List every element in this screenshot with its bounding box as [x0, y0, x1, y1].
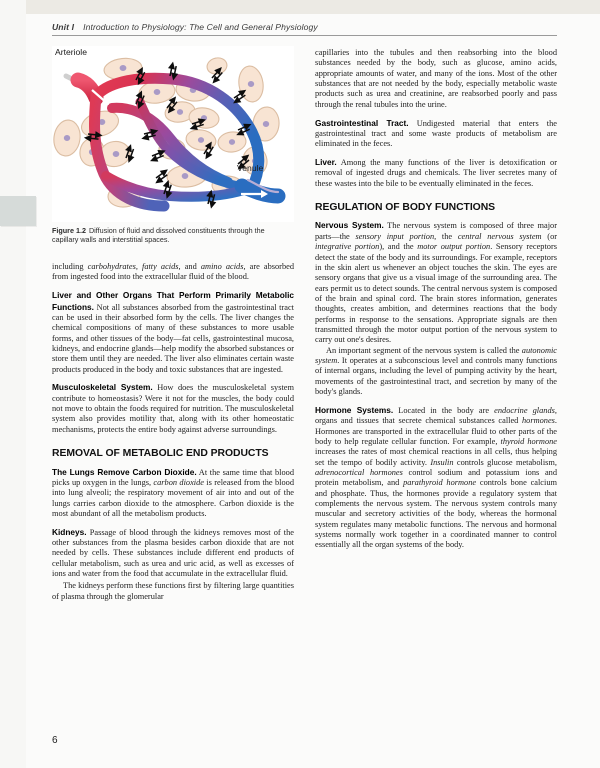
paragraph-nervous-system: [315, 220, 557, 345]
header-divider: [52, 35, 557, 36]
section-heading-regulation-of-body-functions: REGULATION OF BODY FUNCTIONS: [315, 202, 496, 214]
run-in-head-kidneys: Kidneys.: [52, 526, 87, 537]
edge-thumb-tab: [0, 196, 36, 226]
running-head: [52, 22, 557, 32]
run-in-head-musculoskeletal: Musculoskeletal System.: [52, 382, 153, 393]
figure-caption: [52, 226, 290, 244]
paragraph-lungs-carbon-dioxide: [52, 467, 294, 520]
figure-caption-text: Diffusion of fluid and dissolved constituents through the capillary walls and interstitial spaces.: [52, 226, 265, 245]
figure-1-2: [52, 46, 294, 244]
paragraph-kidneys-filtering: The kidneys perform these functions first by filtering large quantities of plasma through the glomerular: [52, 581, 294, 601]
paragraph-musculoskeletal: [52, 382, 294, 435]
paragraph-kidneys: [52, 527, 294, 580]
run-in-head-hormone-systems: Hormone Systems.: [315, 404, 394, 415]
paragraph-capillaries-continuation: capillaries into the tubules and then reabsorbing into the blood substances needed by the body, such as glucose, amino acids, appropriate amounts of water, and many of the ions. Most of the other substances that are not needed by the body, especially metabolic waste products such as urea and creatinine, are reabsorbed poorly and pass through the renal tubules into the urine.: [315, 48, 557, 109]
paragraph-hormone-systems-body: Located in the body are endocrine glands, organs and tissues that secrete chemical substances called hormones. Hormones are transported in the extracellular fluid to other parts of the body to help regulate cellular function. For example, thyroid hormone increases the rates of most chemical reactions in all cells, thus helping set the tempo of bodily activity. Insulin controls glucose metabolism, adrenocortical hormones control sodium and potassium ions and protein metabolism, and parathyroid hormone controls bone calcium and phosphate. Thus, the hormones provide a regulatory system that complements the nervous system. The nervous system controls many muscular and secretory activities of the body, whereas the hormonal system regulates many metabolic functions. The nervous and hormonal systems normally work together in a coordinated manner to control essentially all the organ systems of the body.: [315, 405, 557, 550]
paragraph-carbohydrates-continuation: including carbohydrates, fatty acids, and amino acids, are absorbed from ingested food into the extracellular fluid of the blood.: [52, 262, 295, 282]
paragraph-liver-detox: [315, 157, 557, 189]
paragraph-liver-detox-body: Among the many functions of the liver is detoxification or removal of ingested drugs and chemicals. The liver secretes many of these wastes into the bile to be eventually eliminated in the feces.: [315, 158, 557, 188]
paragraph-liver-metabolic-body: Not all substances absorbed from the gastrointestinal tract can be used in their absorbed form by the cells. The liver changes the chemical compositions of many of these substances to more usable forms, and other tissues of the body—fat cells, gastrointestinal mucosa, kidneys, and endocrine glands—help modify the absorbed substances or store them until they are needed. The liver also eliminates certain waste products produced in the body and toxic substances that are ingested.: [52, 302, 294, 374]
page-left-margin-strip: [0, 0, 26, 768]
paragraph-kidneys-body: Passage of blood through the kidneys removes most of the other substances from the plasma besides carbon dioxide that are not needed by cells. These substances include different end products of cellular metabolism, such as urea and uric acid, as well as excesses of ions and water from the food that accumulate in the extracellular fluid.: [52, 527, 294, 579]
capillary-bed-diagram: [52, 46, 294, 222]
paragraph-nervous-system-body: The nervous system is composed of three major parts—the sensory input portion, the central nervous system (or integrative portion), and the motor output portion. Sensory receptors detect the state of the body and its surroundings. For example, receptors in the skin alert us whenever an object touches the skin. The eyes are sensory organs that give us a visual image of the surrounding area. The ears permit us to detect sounds. The central nervous system is composed of the brain and spinal cord. The brain stores information, generates thoughts, creates ambition, and determines reactions that the body performs in response to the sensations. Appropriate signals are then transmitted through the motor output portion of the nervous system to carry out one's desires.: [315, 221, 558, 345]
figure-artwork: [52, 46, 294, 222]
run-in-head-lungs: The Lungs Remove Carbon Dioxide.: [52, 466, 197, 477]
paragraph-hormone-systems: [315, 405, 557, 551]
paragraph-musculoskeletal-body: How does the musculoskeletal system contribute to homeostasis? Were it not for the muscles, the body could not move to obtain the foods required for nutrition. The musculoskeletal system also provides motility that, along with its other homeostatic mechanisms, protects the entire body against adverse surroundings.: [52, 383, 294, 434]
left-text-column: [52, 262, 294, 602]
paragraph-gastrointestinal-tract: [315, 118, 557, 150]
running-head-title: Introduction to Physiology: The Cell and General Physiology: [83, 22, 318, 32]
figure-label-venule: Venule: [237, 163, 264, 173]
paragraph-gastrointestinal-body: Undigested material that enters the gastrointestinal tract and some waste products of metabolism are eliminated in the feces.: [315, 118, 557, 149]
run-in-head-liver: Liver.: [315, 157, 337, 168]
run-in-head-liver-organs: Liver and Other Organs That Perform Primarily Metabolic Functions.: [52, 290, 294, 312]
figure-label-arteriole: Arteriole: [55, 47, 87, 57]
page-number: 6: [52, 735, 58, 746]
figure-caption-number: Figure 1.2: [52, 226, 86, 235]
run-in-head-gastrointestinal: Gastrointestinal Tract.: [315, 117, 409, 128]
paragraph-lungs-body: At the same time that blood picks up oxygen in the lungs, carbon dioxide is released from the blood into lung alveoli; the respiratory movement of air into and out of the lungs carries carbon dioxide to the atmosphere. Carbon dioxide is the most abundant of all the metabolism products.: [52, 467, 294, 518]
running-head-unit: Unit I: [52, 22, 75, 32]
paragraph-liver-metabolic: [52, 290, 294, 375]
section-heading-removal-metabolic-end-products: REMOVAL OF METABOLIC END PRODUCTS: [52, 448, 269, 460]
right-text-column: [315, 48, 557, 551]
paragraph-autonomic-system: An important segment of the nervous system is called the autonomic system. It operates at a subconscious level and controls many functions of internal organs, including the level of pumping activity by the heart, movements of the gastrointestinal tract, and secretion by many of the body's glands.: [315, 345, 557, 396]
page-top-band: [0, 0, 600, 14]
run-in-head-nervous-system: Nervous System.: [315, 220, 384, 231]
